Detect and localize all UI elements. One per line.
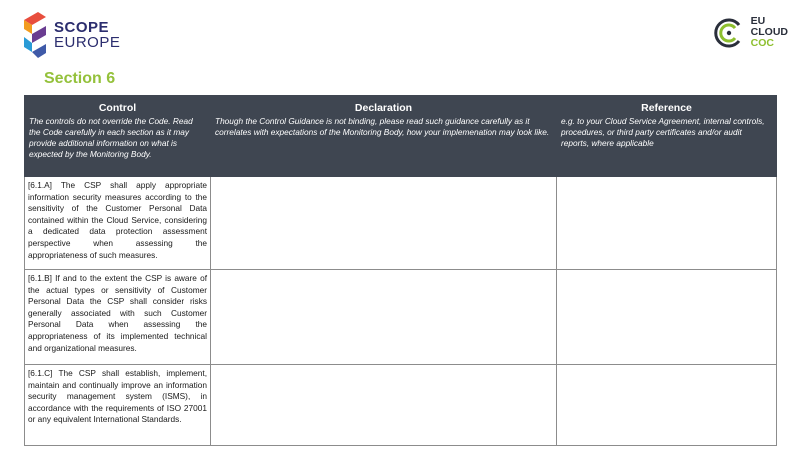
table-row (25, 270, 777, 365)
table-header-row (25, 96, 777, 177)
eu-logo-line-1: EU (750, 15, 766, 27)
reference-cell[interactable] (557, 270, 777, 365)
logo-line-1: SCOPE (54, 19, 110, 36)
control-cell: [6.1.C] The CSP shall establish, implement, maintain and continually improve an information security management system (ISMS), in accordance with the requirements of ISO 27001 or any equivalent International Standards. (25, 365, 211, 446)
control-cell: [6.1.A] The CSP shall apply appropriate information security measures according to the sensitivity of the Customer Personal Data contained within the Cloud Service, considering a dedicated data protection assessment perspective when assessing the appropriateness of such measures. (25, 177, 211, 270)
column-header-control (25, 96, 211, 177)
eu-cloud-coc-logo (713, 16, 788, 49)
declaration-cell[interactable] (211, 270, 557, 365)
section-title: Section 6 (44, 70, 116, 87)
column-description: The controls do not override the Code. Read the Code carefully in each section as it may provide additional information on what is expected by the Monitoring Body. (29, 116, 193, 159)
table-row (25, 365, 777, 446)
column-title: Control (98, 102, 137, 114)
reference-cell[interactable] (557, 365, 777, 446)
column-header-declaration (211, 96, 557, 177)
column-description: Though the Control Guidance is not binding, please read such guidance carefully as it correlates with expectations of the Monitoring Body, how your implemenation may look like. (215, 116, 550, 137)
control-table (24, 95, 777, 446)
logo-line-2: EUROPE (54, 34, 121, 51)
eu-cloud-coc-icon (713, 17, 745, 49)
column-header-reference (557, 96, 777, 177)
table-row (25, 177, 777, 270)
column-title: Reference (641, 102, 692, 114)
column-title: Declaration (354, 102, 413, 114)
eu-logo-line-3: COC (750, 37, 774, 49)
reference-cell[interactable] (557, 177, 777, 270)
column-description: e.g. to your Cloud Service Agreement, internal controls, procedures, or third party certificates and/or audit reports, where applicable (561, 116, 765, 148)
eu-logo-line-2: CLOUD (750, 26, 788, 38)
declaration-cell[interactable] (211, 365, 557, 446)
control-cell: [6.1.B] If and to the extent the CSP is aware of the actual types or sensitivity of Customer Personal Data the CSP shall consider risks generally associated with such Customer Personal Data when assessing the appropriateness of its implemented technical and organizational measures. (25, 270, 211, 365)
scope-europe-logo-icon (24, 12, 46, 58)
scope-europe-logo (24, 12, 120, 58)
declaration-cell[interactable] (211, 177, 557, 270)
